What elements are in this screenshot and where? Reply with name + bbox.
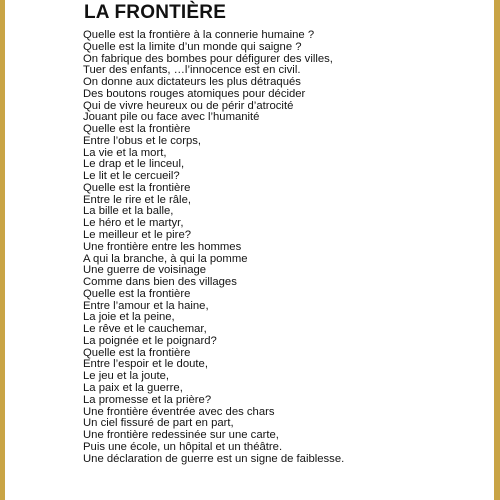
gold-frame-right [494, 0, 500, 500]
poem-line: Une déclaration de guerre est un signe de faiblesse. [83, 452, 345, 465]
poem-title: LA FRONTIÈRE [84, 2, 227, 23]
poem-line: Quelle est la limite d’un monde qui saigne ? [83, 40, 302, 53]
poem-line: La promesse et la prière? [83, 393, 212, 406]
poem-line: La vie et la mort, [83, 146, 167, 159]
poem-line: La paix et la guerre, [83, 381, 183, 394]
poem-line: Quelle est la frontière [83, 346, 191, 359]
poem-line: Une frontière redessinée sur une carte, [83, 429, 279, 442]
poem-line: On donne aux dictateurs les plus détraqués [83, 76, 301, 89]
poem-line: Quelle est la frontière [83, 287, 191, 300]
poem-line: Jouant pile ou face avec l’humanité [83, 111, 260, 124]
poem-line: Un ciel fissuré de part en part, [83, 417, 234, 430]
poem-line: Le jeu et la joute, [83, 370, 170, 383]
poem-line: A qui la branche, à qui la pomme [83, 252, 248, 265]
poem-line: Une guerre de voisinage [83, 264, 207, 277]
poem-line: Une frontière entre les hommes [83, 240, 242, 253]
poem-line: Une frontière éventrée avec des chars [83, 405, 275, 418]
poem-line: On fabrique des bombes pour défigurer des villes, [83, 52, 333, 65]
poem-line: Qui de vivre heureux ou de périr d’atrocité [83, 99, 294, 112]
poem-line: Le héro et le martyr, [83, 217, 184, 230]
poem-line: Entre le rire et le râle, [83, 193, 191, 206]
poem-line: Comme dans bien des villages [83, 276, 237, 289]
poem-body [83, 30, 344, 465]
poem-line: Entre l’amour et la haine, [83, 299, 209, 312]
poem-line: Le drap et le linceul, [83, 158, 185, 171]
poem-line: La bille et la balle, [83, 205, 174, 218]
poem-line: Entre l’espoir et le doute, [83, 358, 208, 371]
poem-line: Des boutons rouges atomiques pour décider [83, 87, 306, 100]
poem-line: Le lit et le cercueil? [83, 170, 180, 183]
poem-line: Tuer des enfants, …l’innocence est en civil. [83, 64, 301, 77]
poem-line: La poignée et le poignard? [83, 334, 217, 347]
poem-line: La joie et la peine, [83, 311, 175, 324]
poem-line: Puis une école, un hôpital et un théâtre. [83, 440, 283, 453]
poem-line: Entre l’obus et le corps, [83, 134, 202, 147]
poem-line: Le rêve et le cauchemar, [83, 323, 207, 336]
poem-line: Quelle est la frontière [83, 123, 191, 136]
poem-line: Quelle est la frontière [83, 181, 191, 194]
gold-frame-left [0, 0, 5, 500]
poem-line: Quelle est la frontière à la connerie humaine ? [83, 29, 315, 41]
poem-line: Le meilleur et le pire? [83, 229, 192, 242]
